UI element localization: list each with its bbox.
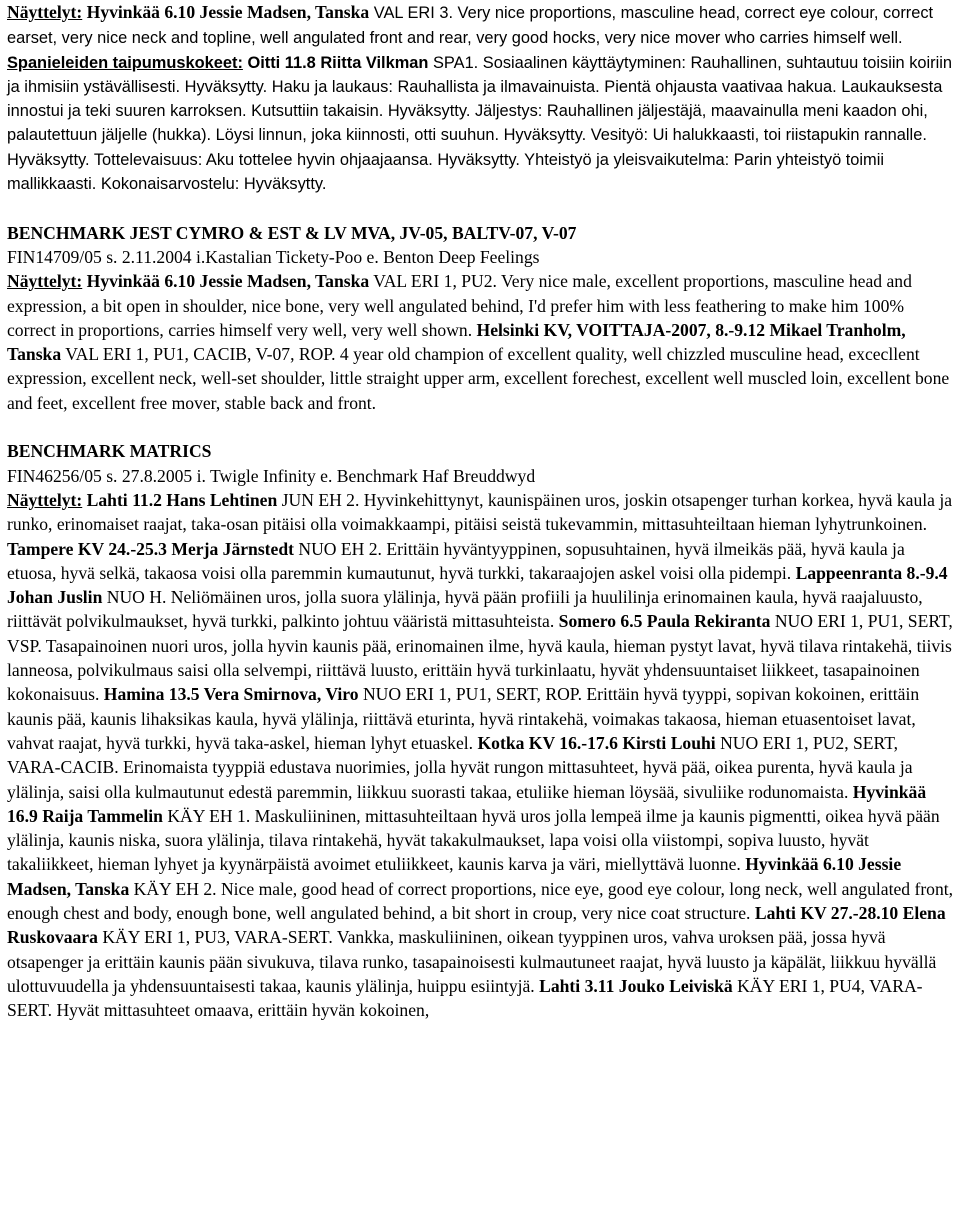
dog2-show-event-2: Tampere KV 24.-25.3 Merja Järnstedt xyxy=(7,538,294,559)
show-label: Näyttelyt: xyxy=(7,2,83,22)
show-event: Hyvinkää 6.10 Jessie Madsen, Tanska xyxy=(82,2,370,22)
dog2-critique-5: NUO ERI 1, PU1, SERT, ROP. Erittäin hyvä tyyppi, sopivan kokoinen, erittäin kaunis pää, kaunis lihaksikas kaula, hyvä ylälinja, riittävä eturinta, hyvä rintakehä, voimakas takaosa, hieman etuasentoiset lavat, vahvat raajat, hyvä turkki, hyvä taka-askel, hieman lyhyt etuaskel. xyxy=(7,684,920,753)
dog1-show-label: Näyttelyt: xyxy=(7,271,83,292)
dog2-critique-1: JUN EH 2. Hyvinkehittynyt, kaunispäinen uros, joskin otsapenger turhan korkea, hyvä kaula ja runko, erinomaiset raajat, taka-osan pitäisi olla voimakkaampi, pitäisi seistä tukevammin, mittasuhteiltaan hieman lyhytrunkoinen. xyxy=(7,489,953,535)
dog2-show-label: Näyttelyt: xyxy=(7,489,83,510)
dog1-critique-2: VAL ERI 1, PU1, CACIB, V-07, ROP. 4 year old champion of excellent quality, well chizzled musculine head, excecllent expression, excellent neck, well-set shoulder, little straight upper arm, excellent forechest, excellent well muscled loin, excellent bone and feet, excellent free mover, stable back and front. xyxy=(7,344,950,413)
dog2-registration: FIN46256/05 s. 27.8.2005 i. Twigle Infinity e. Benchmark Haf Breuddwyd xyxy=(7,465,536,486)
trial-critique: SPA1. Sosiaalinen käyttäytyminen: Rauhallinen, suhtautuu toisiin koiriin ja ihmisiin ystävällisesti. Hyväksytty. Haku ja laukaus: Rauhallista ja ilmavainuista. Pientä ohjausta vaativaa hakua. Laukauksesta innostui ja teki suuren karroksen. Kutsuttiin takaisin. Hyväksytty. Jäljestys: Rauhallinen jäljestäjä, maavainulla meni kaadon ohi, palautettuun jäljelle (hukka). Löysi linnun, joka kiinnosti, otti suuhun. Hyväksytty. Vesityö: Ui halukkaasti, toi riistapukin rannalle. Hyväksytty. Tottelevaisuus: Aku tottelee hyvin ohjaajaansa. Hyväksytty. Yhteistyö ja yleisvaikutelma: Parin yhteistyö toimii mallikkaasti. Kokonaisarvostelu: Hyväksytty. xyxy=(7,53,953,194)
dog1-registration: FIN14709/05 s. 2.11.2004 i.Kastalian Tickety-Poo e. Benton Deep Feelings xyxy=(7,246,540,267)
trial-event: Oitti 11.8 Riitta Vilkman xyxy=(242,53,429,72)
spacer xyxy=(7,196,955,220)
dog1-show-event-1: Hyvinkää 6.10 Jessie Madsen, Tanska xyxy=(82,271,370,292)
show-critique: VAL ERI 3. Very nice proportions, masculine head, correct eye colour, correct earset, very nice neck and topline, well angulated front and rear, very good hocks, very nice mover who carries himself well. xyxy=(7,4,934,48)
dog2-critique-4: NUO ERI 1, PU1, SERT, VSP. Tasapainoinen nuori uros, jolla hyvin kaunis pää, erinomainen ilme, hyvä kaula, hieman pystyt lavat, hyvä tilava rintakehä, tiivis lanneosa, polvikulmaus saisi olla selvempi, riittävä luusto, erittäin hyvä turkinlaatu, hyvät yhdensuuntaiset liikkeet, tasapainoinen kokonaisuus. xyxy=(7,611,953,705)
dog2-critique-2: NUO EH 2. Erittäin hyväntyyppinen, sopusuhtainen, hyvä ilmeikäs pää, hyvä kaula ja etuosa, hyvä selkä, takaosa voisi olla paremmin kumautunut, hyvä turkki, takaraajojen askel voisi olla pidempi. xyxy=(7,538,905,583)
section1-trial-paragraph xyxy=(7,51,955,197)
dog2-critique-3: NUO H. Neliömäinen uros, jolla suora ylälinja, hyvä pään profiili ja huulilinja erinomainen kaula, hyvä raajaluusto, riittävät polvikulmaukset, hyvä turkki, palkinto johtuu vääristä mittasuhteista. xyxy=(7,587,923,632)
dog2-critique-9: KÄY ERI 1, PU3, VARA-SERT. Vankka, maskuliininen, oikean tyyppinen uros, vahva uroksen pää, jossa hyvä otsapenger ja erittäin kaunis pään sivukuva, tilava runko, tasapainoisesti kulmautuneet raajat, hyvä luusto ja käpälät, liikkuu hyvällä ulottuvuudella ja yhdensuuntaisesti takaa, kaunis ylälinja, huippu esiintyjä. xyxy=(7,927,937,996)
trial-label: Spanieleiden taipumuskokeet: xyxy=(7,53,243,72)
spacer xyxy=(7,415,955,439)
dog2-show-event-10: Lahti 3.11 Jouko Leiviskä xyxy=(539,975,733,996)
dog2-critique-10: KÄY ERI 1, PU4, VARA-SERT. Hyvät mittasuhteet omaava, erittäin hyvän kokoinen, xyxy=(7,975,923,1021)
dog2-show-event-5: Hamina 13.5 Vera Smirnova, Viro xyxy=(103,684,359,705)
dog2-show-event-4: Somero 6.5 Paula Rekiranta xyxy=(558,611,771,632)
dog2-show-event-7: Hyvinkää 16.9 Raija Tammelin xyxy=(7,781,927,826)
dog2-show-event-8: Hyvinkää 6.10 Jessie Madsen, Tanska xyxy=(7,854,902,899)
dog1-show-event-2: Helsinki KV, VOITTAJA-2007, 8.-9.12 Mikael Tranholm, Tanska xyxy=(7,319,906,365)
dog2-show-event-9: Lahti KV 27.-28.10 Elena Ruskovaara xyxy=(7,902,946,948)
dog2-critique-8: KÄY EH 2. Nice male, good head of correct proportions, nice eye, good eye colour, long neck, well angulated front, enough chest and body, enough bone, well angulated behind, a bit short in croup, very nice coat structure. xyxy=(7,878,954,923)
dog2-critique-6: NUO ERI 1, PU2, SERT, VARA-CACIB. Erinomaista tyyppiä edustava nuorimies, jolla hyvät rungon mittasuhteet, hyvä pää, oikea purenta, hyvä kaula ja ylälinja, saisi olla kulmautunut edestä paremmin, liikkuu suorasti takaa, etuliike hieman löysää, sivuliike rodunomaista. xyxy=(7,732,913,802)
dog1-shows-paragraph xyxy=(7,269,955,415)
dog2-shows-paragraph xyxy=(7,488,955,1023)
dog2-show-event-1: Lahti 11.2 Hans Lehtinen xyxy=(82,489,278,510)
dog2-show-event-3: Lappeenranta 8.-9.4 Johan Juslin xyxy=(7,562,948,608)
dog1-title: BENCHMARK JEST CYMRO & EST & LV MVA, JV-05, BALTV-07, V-07 xyxy=(7,222,577,243)
dog2-show-event-6: Kotka KV 16.-17.6 Kirsti Louhi xyxy=(477,732,716,753)
dog2-title: BENCHMARK MATRICS xyxy=(7,441,212,462)
dog2-critique-7: KÄY EH 1. Maskuliininen, mittasuhteiltaan hyvä uros jolla lempeä ilme ja kaunis pigmentti, oikea hyvä pään ylälinja, kaunis niska, suora ylälinja, tilava rintakehä, hyvät takakulmaukset, lapa voisi olla viistompi, sopiva luusto, hyvät takaliikkeet, hieman lyhyet ja kyynärpäistä avoimet etuliikkeet, kaunis karva ja väri, miellyttävä luonne. xyxy=(7,805,940,875)
section1-show-paragraph xyxy=(7,0,955,51)
dog1-critique-1: VAL ERI 1, PU2. Very nice male, excellent proportions, masculine head and expression, a bit open in shoulder, nice bone, very well angulated behind, I'd prefer him with less feathering to make him 100% correct in proportions, carries himself very well, very well shown. xyxy=(7,271,912,340)
